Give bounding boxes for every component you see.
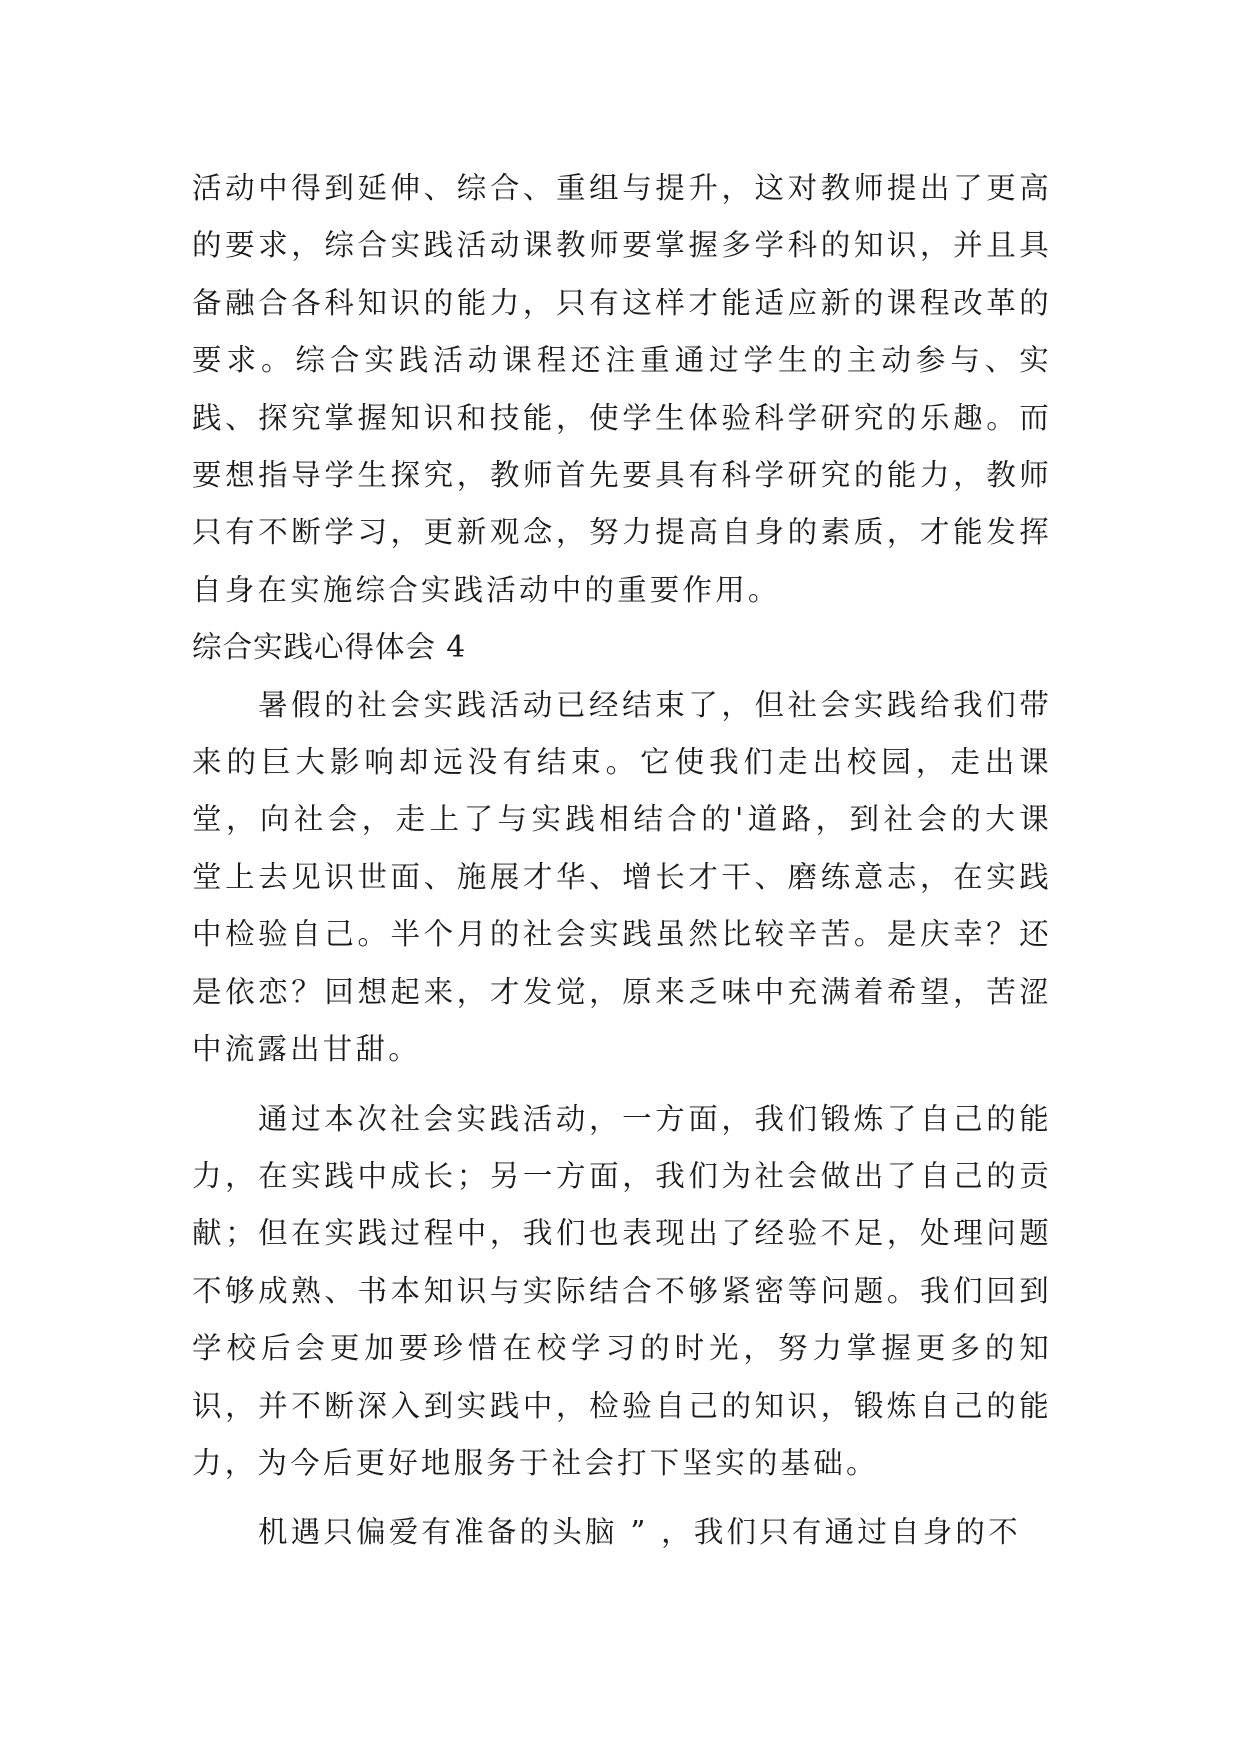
continued-paragraph: 活动中得到延伸、综合、重组与提升，这对教师提出了更高的要求，综合实践活动课教师要掌握多学科的知识，并且具备融合各科知识的能力，只有这样才能适应新的课程改革的要求。综合实践活动课程还注重通过学生的主动参与、实践、探究掌握知识和技能，使学生体验科学研究的乐趣。而要想指导学生探究，教师首先要具有科学研究的能力，教师只有不断学习，更新观念，努力提高自身的素质，才能发挥自身在实施综合实践活动中的重要作用。 [192, 171, 1052, 607]
paragraph-3: 机遇只偏爱有准备的头脑 ” ，我们只有通过自身的不 [258, 1515, 1021, 1550]
section-heading: 综合实践心得体会 4 [192, 630, 467, 665]
document-body [192, 160, 1052, 1562]
paragraph-1: 暑假的社会实践活动已经结束了，但社会实践给我们带来的巨大影响却远没有结束。它使我们走出校园，走出课堂，向社会，走上了与实践相结合的'道路，到社会的大课堂上去见识世面、施展才华、增长才干、磨练意志，在实践中检验自己。半个月的社会实践虽然比较辛苦。是庆幸？还是依恋？回想起来，才发觉，原来乏味中充满着希望，苦涩中流露出甘甜。 [192, 687, 1052, 1067]
paragraph-2: 通过本次社会实践活动，一方面，我们锻炼了自己的能力，在实践中成长；另一方面，我们为社会做出了自己的贡献；但在实践过程中，我们也表现出了经验不足，处理问题不够成熟、书本知识与实际结合不够紧密等问题。我们回到学校后会更加要珍惜在校学习的时光，努力掌握更多的知识，并不断深入到实践中，检验自己的知识，锻炼自己的能力，为今后更好地服务于社会打下坚实的基础。 [192, 1101, 1052, 1480]
